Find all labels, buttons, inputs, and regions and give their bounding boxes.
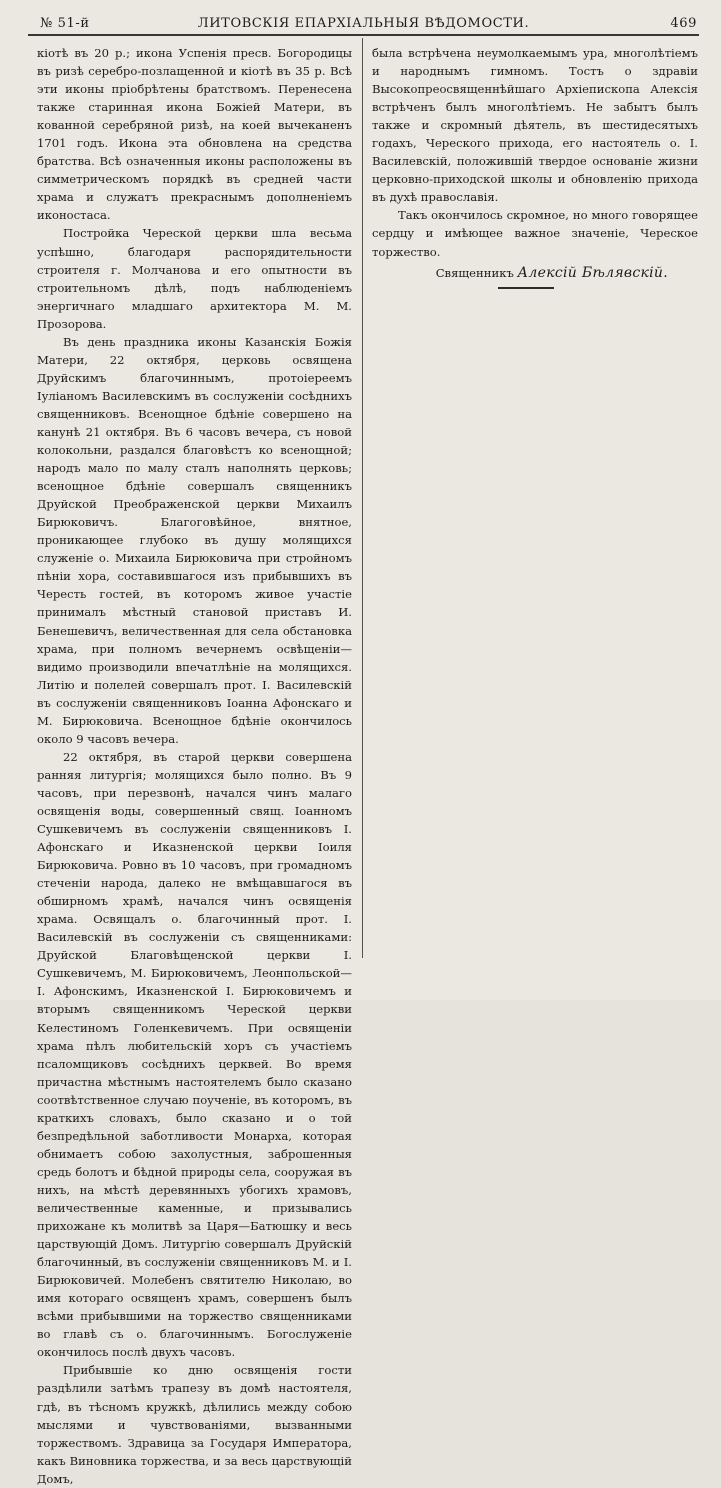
right-column [372,44,698,289]
paragraph: Постройка Череской церкви шла весьма успѣшно, благодаря распорядительности строителя г. Молчанова и его опытности въ строительномъ дѣлѣ, подъ наблюденіемъ энергичнаго младшаго архитектора М. М. Прозорова. [37,226,352,331]
paragraph: 22 октября, въ старой церкви совершена ранняя литургія; молящихся было полно. Въ 9 часовъ, при перезвонѣ, начался чинъ малаго освященія воды, совершенный свящ. Іоанномъ Сушкевичемъ въ сослуженіи священниковъ І. Афонскаго и Иказненской церкви Іоиля Бирюковича. Ровно въ 10 часовъ, при громадномъ стеченіи народа, далеко не вмѣщавшагося въ обширномъ храмѣ, начался чинъ освященія храма. Освящалъ о. благочинный прот. І. Василевскій въ сослуженіи съ священниками: Друйской Благовѣщенской церкви І. Сушкевичемъ, М. Бирюковичемъ, Леонпольской—І. Афонскимъ, Иказненской І. Бирюковичемъ и вторымъ священникомъ Череской церкви Келестиномъ Голенкевичемъ. При освященіи храма пѣлъ любительскій хоръ съ участіемъ псаломщиковъ сосѣднихъ церквей. Во время причастна мѣстнымъ настоятелемъ было сказано соотвѣтственное случаю поученіе, въ которомъ, въ краткихъ словахъ, было сказано и о той безпредѣльной заботливости Монарха, которая обнимаетъ собою захолустныя, заброшенныя средь болотъ и бѣдной природы села, сооружая въ нихъ, на мѣстѣ деревянныхъ убогихъ храмовъ, величественные каменные, и призывались прихожане къ молитвѣ за Царя—Батюшку и весь царствующій Домъ. Литургію совершалъ Друйскій благочинный, въ сослуженіи священниковъ М. и І. Бирюковичей. Молебенъ святителю Николаю, во имя котораго освященъ храмъ, совершенъ былъ всѣми прибывшими на торжество священниками во главѣ съ о. благочиннымъ. Богослуженіе окончилось послѣ двухъ часовъ. [37,749,352,1360]
author-name: Алексій Бѣлявскій. [517,264,668,281]
end-rule [498,287,554,289]
journal-title: ЛИТОВСКІЯ ЕПАРХІАЛЬНЫЯ ВѢДОМОСТИ. [197,16,530,31]
signature-prefix: Священникъ [435,265,514,280]
paragraph: кіотѣ въ 20 р.; икона Успенія пресв. Богородицы въ ризѣ серебро-позлащенной и кіотѣ въ 35 р. Всѣ эти иконы пріобрѣтены братствомъ. Перенесена также старинная икона Божіей Матери, въ кованной серебряной ризѣ, на коей вычеканенъ 1701 годъ. Икона эта обновлена на средства братства. Всѣ означенныя иконы расположены въ симметрическомъ порядкѣ въ средней части храма и служатъ прекраснымъ дополненіемъ иконостаса. [37,46,352,223]
left-column [37,44,352,1488]
page-number: 469 [670,16,697,31]
issue-number: № 51-й [40,16,90,31]
paragraph: Прибывшіе ко дню освященія гости раздѣлили затѣмъ трапезу въ домѣ настоятеля, гдѣ, въ тѣсномъ кружкѣ, дѣлились между собою мыслями и чувствованіями, вызванными торжествомъ. Здравица за Государя Императора, какъ Виновника торжества, и за весь царствующій Домъ, [37,1363,352,1486]
signature [372,264,698,282]
column-divider [362,38,363,958]
paragraph: была встрѣчена неумолкаемымъ ура, многолѣтіемъ и народнымъ гимномъ. Тостъ о здравіи Высокопреосвященнѣйшаго Архіепископа Алексія встрѣченъ былъ многолѣтіемъ. Не забытъ былъ также и скромный дѣятель, въ шестидесятыхъ годахъ, Череского прихода, его настоятель о. І. Василевскій, положившій твердое основаніе жизни церковно-приходской школы и обновленію прихода въ духѣ православія. [372,46,698,205]
paragraph: Такъ окончилось скромное, но много говорящее сердцу и имѣющее важное значеніе, Череское торжество. [372,208,698,259]
paragraph: Въ день праздника иконы Казанскія Божія Матери, 22 октября, церковь освящена Друйскимъ благочиннымъ, протоіереемъ Іуліаномъ Василевскимъ въ сослуженіи сосѣднихъ священниковъ. Всенощное бдѣніе совершено на канунѣ 21 октября. Въ 6 часовъ вечера, съ новой колокольни, раздался благовѣстъ ко всенощной; народъ мало по малу сталъ наполнять церковь; всенощное бдѣніе совершалъ священникъ Друйской Преображенской церкви Михаилъ Бирюковичъ. Благоговѣйное, внятное, проникающее глубоко въ душу молящихся служеніе о. Михаила Бирюковича при стройномъ пѣніи хора, составившагося изъ прибывшихъ въ Чересть гостей, въ которомъ живое участіе принималъ мѣстный становой приставъ И. Бенешевичъ, величественная для села обстановка храма, при полномъ вечернемъ освѣщеніи—видимо производили впечатлѣніе на молящихся. Литію и полелей совершалъ прот. І. Василевскій въ сослуженіи священниковъ Іоанна Афонскаго и М. Бирюковича. Всенощное бдѣніе окончилось около 9 часовъ вечера. [37,334,352,746]
page-header [28,14,699,36]
